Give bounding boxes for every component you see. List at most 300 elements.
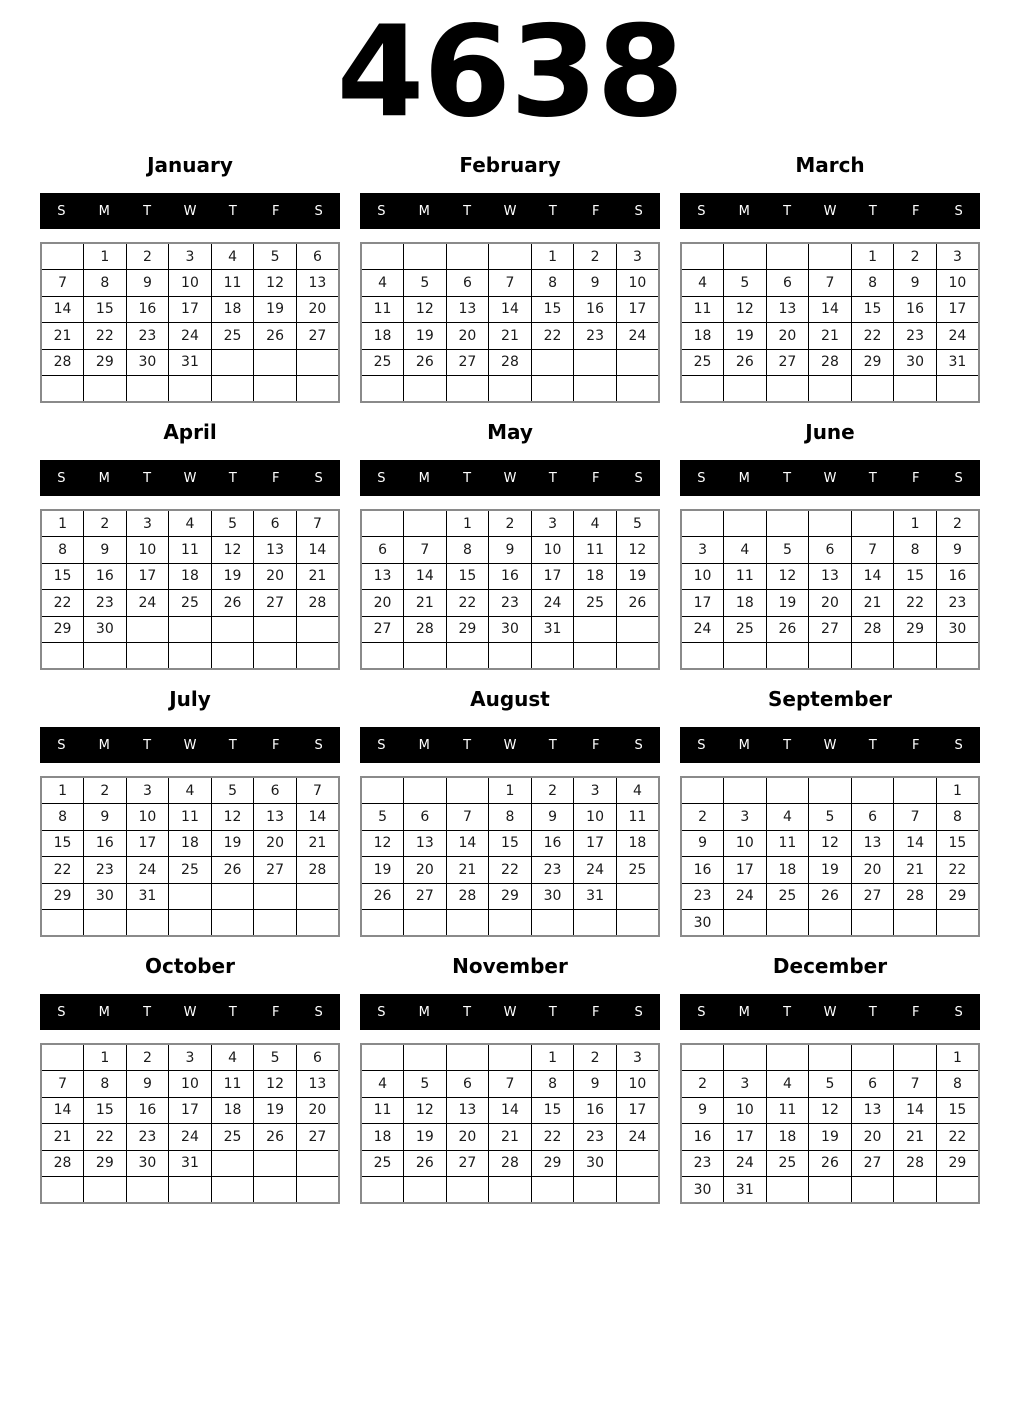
day-cell: 18 [574,563,617,590]
day-cell: 4 [724,537,767,564]
empty-day-cell [169,910,212,937]
day-cell: 3 [126,777,169,804]
month-block [40,152,340,403]
day-cell: 5 [361,804,404,831]
empty-day-cell [211,883,254,910]
empty-day-cell [361,376,404,403]
day-cell: 6 [809,537,852,564]
day-cell: 3 [616,1044,659,1071]
empty-day-cell [766,243,809,270]
month-table [40,1043,340,1204]
day-cell: 19 [211,563,254,590]
day-cell: 9 [936,537,979,564]
week-row [361,643,659,670]
day-cell: 15 [84,1097,127,1124]
day-cell: 17 [126,563,169,590]
day-cell: 16 [681,1124,724,1151]
empty-day-cell [531,349,574,376]
month-table [360,1043,660,1204]
week-row [361,830,659,857]
empty-day-cell [84,376,127,403]
day-cell: 4 [766,1071,809,1098]
day-cell: 23 [489,590,532,617]
empty-day-cell [616,616,659,643]
day-cell: 30 [126,349,169,376]
empty-day-cell [126,1177,169,1204]
weekday-label: F [911,737,920,753]
weekday-label: T [868,737,877,753]
day-cell: 11 [616,804,659,831]
day-cell: 22 [894,590,937,617]
weekday-label: S [57,470,66,486]
day-cell: 7 [894,804,937,831]
day-cell: 29 [851,349,894,376]
month-table [40,242,340,403]
weekday-label: T [143,737,152,753]
weekday-label: S [57,1004,66,1020]
empty-day-cell [361,777,404,804]
day-cell: 21 [809,323,852,350]
empty-day-cell [809,510,852,537]
weekday-label: S [377,203,386,219]
day-cell: 3 [531,510,574,537]
day-cell: 4 [574,510,617,537]
day-cell: 16 [489,563,532,590]
day-cell: 30 [894,349,937,376]
day-cell: 1 [851,243,894,270]
month-table [680,1043,980,1204]
day-cell: 17 [724,857,767,884]
empty-day-cell [361,243,404,270]
day-cell: 17 [169,1097,212,1124]
day-cell: 2 [681,804,724,831]
week-row [361,537,659,564]
day-cell: 30 [936,616,979,643]
week-row [41,1097,339,1124]
day-cell: 22 [41,590,84,617]
day-cell: 10 [724,1097,767,1124]
empty-day-cell [446,243,489,270]
empty-day-cell [446,910,489,937]
empty-day-cell [446,1177,489,1204]
weekday-label: T [548,737,557,753]
day-cell: 27 [296,323,339,350]
empty-day-cell [169,643,212,670]
day-cell: 10 [616,1071,659,1098]
weekday-label: T [783,203,792,219]
day-cell: 28 [489,1150,532,1177]
day-cell: 7 [489,1071,532,1098]
day-cell: 16 [574,296,617,323]
empty-day-cell [894,910,937,937]
empty-day-cell [809,910,852,937]
day-cell: 19 [809,857,852,884]
weekday-label: T [143,470,152,486]
empty-day-cell [296,616,339,643]
day-cell: 9 [126,270,169,297]
week-row [681,830,979,857]
day-cell: 18 [169,563,212,590]
empty-day-cell [126,616,169,643]
day-cell: 24 [574,857,617,884]
day-cell: 18 [616,830,659,857]
day-cell: 26 [361,883,404,910]
day-cell: 12 [254,270,297,297]
empty-day-cell [766,376,809,403]
empty-day-cell [851,643,894,670]
day-cell: 18 [681,323,724,350]
day-cell: 4 [616,777,659,804]
day-cell: 7 [41,270,84,297]
empty-day-cell [681,243,724,270]
week-row [681,1124,979,1151]
day-cell: 16 [126,296,169,323]
week-row [41,349,339,376]
empty-day-cell [446,1044,489,1071]
day-cell: 31 [169,349,212,376]
day-cell: 10 [169,270,212,297]
day-cell: 26 [211,590,254,617]
day-cell: 14 [404,563,447,590]
day-cell: 30 [84,883,127,910]
week-row [361,510,659,537]
weekday-header [40,994,340,1030]
day-cell: 9 [84,804,127,831]
day-cell: 26 [766,616,809,643]
empty-day-cell [574,616,617,643]
day-cell: 1 [531,243,574,270]
empty-day-cell [531,910,574,937]
week-row [41,830,339,857]
weekday-header [40,460,340,496]
weekday-label: T [868,1004,877,1020]
empty-day-cell [766,1177,809,1204]
weekday-header [680,460,980,496]
day-cell: 3 [574,777,617,804]
month-table [40,509,340,670]
day-cell: 19 [254,296,297,323]
day-cell: 8 [489,804,532,831]
day-cell: 15 [851,296,894,323]
weekday-label: T [143,203,152,219]
weekday-header [680,994,980,1030]
day-cell: 19 [809,1124,852,1151]
empty-day-cell [851,376,894,403]
day-cell: 31 [126,883,169,910]
day-cell: 1 [84,1044,127,1071]
weekday-label: M [418,737,430,753]
empty-day-cell [404,643,447,670]
week-row [681,910,979,937]
day-cell: 28 [296,590,339,617]
day-cell: 27 [254,857,297,884]
day-cell: 16 [894,296,937,323]
month-title: March [795,153,865,177]
empty-day-cell [361,1177,404,1204]
day-cell: 25 [211,323,254,350]
day-cell: 1 [84,243,127,270]
weekday-label: T [868,203,877,219]
day-cell: 20 [296,296,339,323]
weekday-label: W [823,470,837,486]
month-title: February [459,153,561,177]
day-cell: 8 [84,270,127,297]
day-cell: 22 [851,323,894,350]
month-block [360,686,660,937]
day-cell: 15 [936,830,979,857]
day-cell: 21 [489,1124,532,1151]
day-cell: 31 [574,883,617,910]
month-title: December [772,954,888,978]
week-row [361,804,659,831]
month-block [40,686,340,937]
day-cell: 20 [809,590,852,617]
day-cell: 5 [404,1071,447,1098]
month-title: January [147,153,233,177]
day-cell: 23 [84,590,127,617]
day-cell: 11 [361,296,404,323]
day-cell: 29 [84,1150,127,1177]
day-cell: 23 [574,1124,617,1151]
empty-day-cell [254,349,297,376]
week-row [681,883,979,910]
day-cell: 15 [531,1097,574,1124]
weekday-label: F [911,203,920,219]
empty-day-cell [574,349,617,376]
day-cell: 22 [446,590,489,617]
day-cell: 6 [296,1044,339,1071]
empty-day-cell [531,376,574,403]
day-cell: 27 [446,1150,489,1177]
day-cell: 7 [446,804,489,831]
day-cell: 7 [809,270,852,297]
day-cell: 30 [489,616,532,643]
day-cell: 5 [211,510,254,537]
empty-day-cell [574,1177,617,1204]
day-cell: 21 [894,1124,937,1151]
month-title: June [805,420,855,444]
week-row [681,1177,979,1204]
weekday-label: W [503,1004,517,1020]
day-cell: 11 [211,270,254,297]
day-cell: 2 [126,1044,169,1071]
weekday-label: T [548,470,557,486]
day-cell: 20 [296,1097,339,1124]
day-cell: 16 [681,857,724,884]
day-cell: 13 [446,296,489,323]
day-cell: 5 [616,510,659,537]
day-cell: 17 [531,563,574,590]
empty-day-cell [446,643,489,670]
month-table [360,776,660,937]
day-cell: 15 [489,830,532,857]
day-cell: 8 [531,270,574,297]
week-row [681,590,979,617]
day-cell: 20 [851,857,894,884]
month-title: November [452,954,568,978]
day-cell: 27 [766,349,809,376]
weekday-label: F [591,470,600,486]
day-cell: 15 [894,563,937,590]
empty-day-cell [766,510,809,537]
day-cell: 6 [446,1071,489,1098]
weekday-label: S [314,1004,323,1020]
weekday-label: M [98,470,110,486]
empty-day-cell [296,376,339,403]
week-row [681,243,979,270]
day-cell: 22 [531,323,574,350]
empty-day-cell [489,243,532,270]
day-cell: 3 [126,510,169,537]
day-cell: 28 [446,883,489,910]
weekday-label: S [634,1004,643,1020]
weekday-label: W [503,737,517,753]
day-cell: 29 [894,616,937,643]
empty-day-cell [211,349,254,376]
day-cell: 1 [489,777,532,804]
day-cell: 8 [41,804,84,831]
empty-day-cell [169,1177,212,1204]
day-cell: 25 [766,883,809,910]
weekday-label: S [57,737,66,753]
weekday-label: F [271,470,280,486]
day-cell: 6 [851,804,894,831]
day-cell: 8 [446,537,489,564]
weekday-label: S [954,737,963,753]
day-cell: 28 [404,616,447,643]
empty-day-cell [41,1177,84,1204]
day-cell: 7 [41,1071,84,1098]
day-cell: 19 [766,590,809,617]
weekday-label: W [183,470,197,486]
day-cell: 11 [574,537,617,564]
day-cell: 10 [126,537,169,564]
week-row [41,1071,339,1098]
empty-day-cell [169,376,212,403]
day-cell: 9 [681,1097,724,1124]
day-cell: 23 [574,323,617,350]
month-block [680,419,980,670]
day-cell: 18 [766,857,809,884]
empty-day-cell [84,643,127,670]
day-cell: 25 [361,1150,404,1177]
empty-day-cell [489,376,532,403]
weekday-label: F [911,1004,920,1020]
day-cell: 14 [446,830,489,857]
day-cell: 7 [894,1071,937,1098]
month-title: October [145,954,235,978]
day-cell: 23 [84,857,127,884]
day-cell: 9 [531,804,574,831]
weekday-label: F [591,1004,600,1020]
weekday-label: M [738,737,750,753]
week-row [681,1097,979,1124]
day-cell: 23 [681,1150,724,1177]
day-cell: 2 [936,510,979,537]
month-table [680,509,980,670]
weekday-label: S [634,470,643,486]
week-row [41,804,339,831]
day-cell: 13 [766,296,809,323]
day-cell: 10 [724,830,767,857]
weekday-label: S [57,203,66,219]
week-row [41,1044,339,1071]
month-block [680,953,980,1204]
day-cell: 30 [531,883,574,910]
day-cell: 4 [766,804,809,831]
week-row [361,1150,659,1177]
day-cell: 12 [404,1097,447,1124]
weekday-header [360,193,660,229]
week-row [41,323,339,350]
month-table [360,509,660,670]
day-cell: 28 [894,883,937,910]
week-row [361,1177,659,1204]
day-cell: 17 [681,590,724,617]
day-cell: 21 [41,323,84,350]
day-cell: 13 [404,830,447,857]
empty-day-cell [361,643,404,670]
empty-day-cell [574,643,617,670]
day-cell: 26 [254,1124,297,1151]
empty-day-cell [211,1150,254,1177]
empty-day-cell [296,1177,339,1204]
empty-day-cell [766,643,809,670]
day-cell: 30 [681,1177,724,1204]
empty-day-cell [681,643,724,670]
day-cell: 5 [211,777,254,804]
day-cell: 12 [766,563,809,590]
day-cell: 29 [936,883,979,910]
day-cell: 15 [41,830,84,857]
week-row [681,616,979,643]
empty-day-cell [211,376,254,403]
day-cell: 14 [489,1097,532,1124]
day-cell: 27 [296,1124,339,1151]
day-cell: 22 [936,1124,979,1151]
day-cell: 22 [41,857,84,884]
day-cell: 13 [446,1097,489,1124]
empty-day-cell [254,376,297,403]
day-cell: 11 [766,830,809,857]
day-cell: 20 [851,1124,894,1151]
day-cell: 13 [851,830,894,857]
day-cell: 20 [446,1124,489,1151]
day-cell: 9 [681,830,724,857]
day-cell: 10 [616,270,659,297]
week-row [361,270,659,297]
empty-day-cell [616,1177,659,1204]
weekday-label: W [503,203,517,219]
empty-day-cell [126,376,169,403]
day-cell: 1 [936,1044,979,1071]
day-cell: 24 [681,616,724,643]
empty-day-cell [616,883,659,910]
weekday-label: S [697,470,706,486]
day-cell: 28 [809,349,852,376]
weekday-label: T [463,203,472,219]
day-cell: 10 [169,1071,212,1098]
weekday-label: S [377,470,386,486]
week-row [361,857,659,884]
weekday-label: F [271,1004,280,1020]
day-cell: 25 [766,1150,809,1177]
weekday-label: S [314,737,323,753]
day-cell: 31 [169,1150,212,1177]
day-cell: 5 [809,1071,852,1098]
week-row [681,1044,979,1071]
day-cell: 27 [446,349,489,376]
